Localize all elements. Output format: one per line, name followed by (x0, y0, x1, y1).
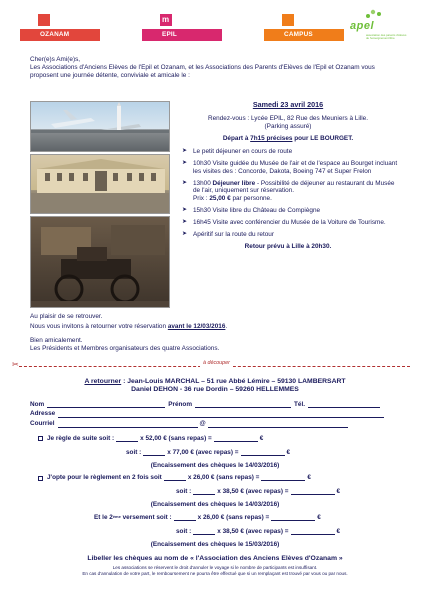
photo-column (30, 101, 170, 308)
prenom-input[interactable] (195, 401, 291, 408)
program-item (178, 207, 398, 215)
note-annulation-2: En cas d'annulation de votre part, le remboursement ne pourra être effectué que si un remplaçant est trouvé par vous ou par nous. (82, 571, 348, 577)
apel-word: apel (350, 20, 375, 32)
tel-input[interactable] (308, 401, 380, 408)
payment-2-row (30, 474, 400, 482)
logo-bar (142, 29, 222, 41)
email-row (30, 420, 400, 428)
address-row (30, 410, 400, 418)
program-text: Apéritif sur la route du retour (193, 230, 274, 238)
adresse-label: Adresse (30, 410, 56, 418)
program-item (178, 219, 398, 227)
arrow-bullet-icon: ➤ (182, 179, 188, 186)
intro-text: Les Associations d'Anciens Elèves de l'Epil et Ozanam, et les Associations des Parents d'Elèves de l'Epil et Ozanam vous proposent une journée détente, conviviale et amicale le : (30, 63, 375, 79)
logo-bar (20, 29, 100, 41)
payment-2-price: x 26,00 € (sans repas) = (187, 474, 260, 482)
closing-signature: Les Présidents et Membres organisateurs des quatre Associations. (30, 345, 220, 353)
event-parking: (Parking assuré) (264, 122, 312, 130)
at-sign: @ (199, 420, 206, 428)
logo-campus (264, 8, 344, 48)
chateau-icon (31, 155, 170, 214)
reservation-form (30, 378, 400, 577)
payment-2-total-input[interactable] (261, 475, 305, 481)
payment-3b-price: x 38,50 € (avec repas) = (217, 527, 289, 535)
payment-1-price: x 52,00 € (sans repas) = (140, 435, 212, 442)
photo-chateau (30, 154, 170, 214)
payment-3-total-input[interactable] (271, 515, 315, 521)
return-address (30, 378, 400, 395)
payment-1-label: Je règle de suite soit : (47, 435, 115, 442)
logo-letter: m (162, 15, 170, 24)
payment-1b-price: x 77,00 € (avec repas) = (167, 448, 239, 456)
logo-ozanam (20, 8, 100, 48)
vintage-car-icon (31, 217, 170, 308)
payment-1b-qty-input[interactable] (143, 450, 165, 456)
program-list (178, 148, 398, 238)
invite-suffix: . (225, 322, 228, 330)
cheque-instruction: Libeller les chèques au nom de « l'Association des Anciens Elèves d'Ozanam » (87, 555, 343, 563)
depart-time: 7h15 précises (250, 135, 293, 143)
program-item (178, 180, 398, 203)
logo-apel (336, 6, 406, 46)
payment-1b-row (126, 449, 400, 457)
payment-1-checkbox[interactable] (38, 436, 43, 441)
program-text: - Possibilité de déjeuner au restaurant du Musée de l'air, uniquement sur réservation. (193, 179, 395, 195)
payment-3b-qty-input[interactable] (193, 529, 215, 535)
payment-2-checkbox[interactable] (38, 476, 43, 481)
name-row (30, 401, 400, 409)
program-item (178, 231, 398, 239)
logo-square (38, 14, 50, 26)
arrow-bullet-icon: ➤ (182, 207, 188, 214)
payment-1b-total-input[interactable] (241, 450, 285, 456)
euro-sign: € (317, 513, 321, 521)
logo-label: CAMPUS (284, 31, 313, 39)
euro-sign: € (336, 527, 341, 535)
apel-tagline: association des parents d'élèves de l'enseignement libre (366, 33, 407, 41)
return-label: A retourner (84, 378, 122, 385)
closing-invite (30, 323, 400, 331)
program-lunch: Déjeuner libre (212, 179, 256, 187)
payment-2b-price: x 38,50 € (avec repas) = (217, 488, 289, 496)
note-annulation-1: Les associations se réservent le droit d'annuler le voyage si le nombre de participants est insuffisant. (112, 564, 318, 570)
greeting: Cher(e)s Ami(e)s, (30, 56, 81, 63)
nom-input[interactable] (47, 401, 165, 408)
payment-3-prefix: Et le 2 (94, 513, 113, 521)
encaissement-3: (Encaissement des chèques le 15/03/2016) (150, 540, 280, 548)
payment-1-qty-input[interactable] (116, 436, 138, 442)
payment-3-label: versement soit : (120, 513, 172, 521)
euro-sign: € (259, 435, 264, 442)
courriel-user-input[interactable] (58, 421, 198, 428)
euro-sign: € (307, 474, 311, 482)
logo-epil (142, 8, 222, 48)
payment-2-label: J'opte pour le règlement en 2 fois soit (47, 474, 162, 482)
courriel-domain-input[interactable] (208, 421, 348, 428)
logo-square (282, 14, 294, 26)
euro-sign: € (286, 448, 291, 456)
encaissement-1: (Encaissement des chèques le 14/03/2016) (150, 461, 280, 469)
payment-3-row (94, 514, 400, 522)
tel-label: Tél. (294, 400, 306, 408)
event-retour: Retour prévu à Lille à 20h30. (244, 242, 332, 250)
payment-3b-total-input[interactable] (291, 529, 335, 535)
payment-3b-row (176, 528, 400, 536)
event-depart (178, 135, 398, 143)
nom-label: Nom (30, 400, 45, 408)
closing-plaisir: Au plaisir de se retrouver. (30, 313, 103, 320)
program-text: Le petit déjeuner en cours de route (193, 148, 293, 156)
invite-prefix: Nous vous invitons à retourner votre réservation (30, 322, 168, 330)
encaissement-2: (Encaissement des chèques le 14/03/2016) (150, 501, 280, 509)
payment-2-qty-input[interactable] (164, 475, 186, 481)
program-item (178, 148, 398, 156)
closing-amicalement: Bien amicalement. (30, 336, 83, 344)
arrow-bullet-icon: ➤ (182, 230, 188, 237)
payment-3-sup: ème (112, 514, 121, 520)
depart-suffix: pour LE BOURGET. (292, 135, 354, 143)
payment-3-qty-input[interactable] (174, 515, 196, 521)
payment-2b-total-input[interactable] (291, 489, 335, 495)
photo-air-museum (30, 101, 170, 152)
price-value: 25,00 € (209, 195, 231, 203)
cut-label: à découper (200, 360, 233, 367)
intro (30, 56, 400, 79)
price-label: Prix : (193, 195, 210, 203)
payment-1-total-input[interactable] (214, 436, 258, 442)
closing (30, 313, 400, 359)
prenom-label: Prénom (168, 400, 192, 408)
program-text: 15h30 Visite libre du Château de Compiègne (193, 207, 321, 215)
soit-label: soit : (176, 488, 192, 496)
event-rdv: Rendez-vous : Lycée EPIL, 82 Rue des Meuniers à Lille. (208, 114, 368, 122)
price-suffix: par personne. (230, 195, 272, 203)
soit-label: soit : (126, 448, 142, 456)
soit-label: soit : (176, 527, 192, 535)
payment-3-price: x 26,00 € (sans repas) = (197, 513, 270, 521)
program-item (178, 160, 398, 176)
depart-prefix: Départ à (222, 135, 251, 143)
arrow-bullet-icon: ➤ (182, 148, 188, 155)
event-details (178, 101, 398, 250)
logo-label: EPIL (162, 31, 178, 39)
courriel-label: Courriel (30, 420, 55, 428)
program-time: 13h00 (193, 179, 213, 187)
logo-label: OZANAM (40, 31, 70, 39)
logo-square (160, 14, 172, 26)
return-address-1: : Jean-Louis MARCHAL – 51 rue Abbé Lémire – 59130 LAMBERSART (121, 378, 346, 385)
event-date: Samedi 23 avril 2016 (252, 100, 324, 109)
payment-2b-qty-input[interactable] (193, 489, 215, 495)
logo-bar (264, 29, 344, 41)
airplane-icon (31, 102, 170, 152)
program-text: 16h45 Visite avec conférencier du Musée de la Voiture de Tourisme. (193, 218, 386, 226)
program-text: 10h30 Visite guidée du Musée de l'air et de l'espace au Bourget incluant les visites des : Concorde, Dakota, Boeing 747 et Super Frelon (193, 160, 398, 175)
invite-date: avant le 12/03/2016 (167, 322, 226, 330)
photo-car-museum (30, 216, 170, 308)
adresse-input[interactable] (58, 411, 384, 418)
return-address-2: Daniel DEHON - 36 rue Dordin – 59260 HELLEMMES (131, 386, 299, 394)
scissors-icon: ✂ (12, 360, 19, 369)
payment-1-row (30, 435, 400, 443)
arrow-bullet-icon: ➤ (182, 218, 188, 225)
payment-2b-row (176, 488, 400, 496)
euro-sign: € (336, 488, 341, 496)
arrow-bullet-icon: ➤ (182, 160, 188, 167)
